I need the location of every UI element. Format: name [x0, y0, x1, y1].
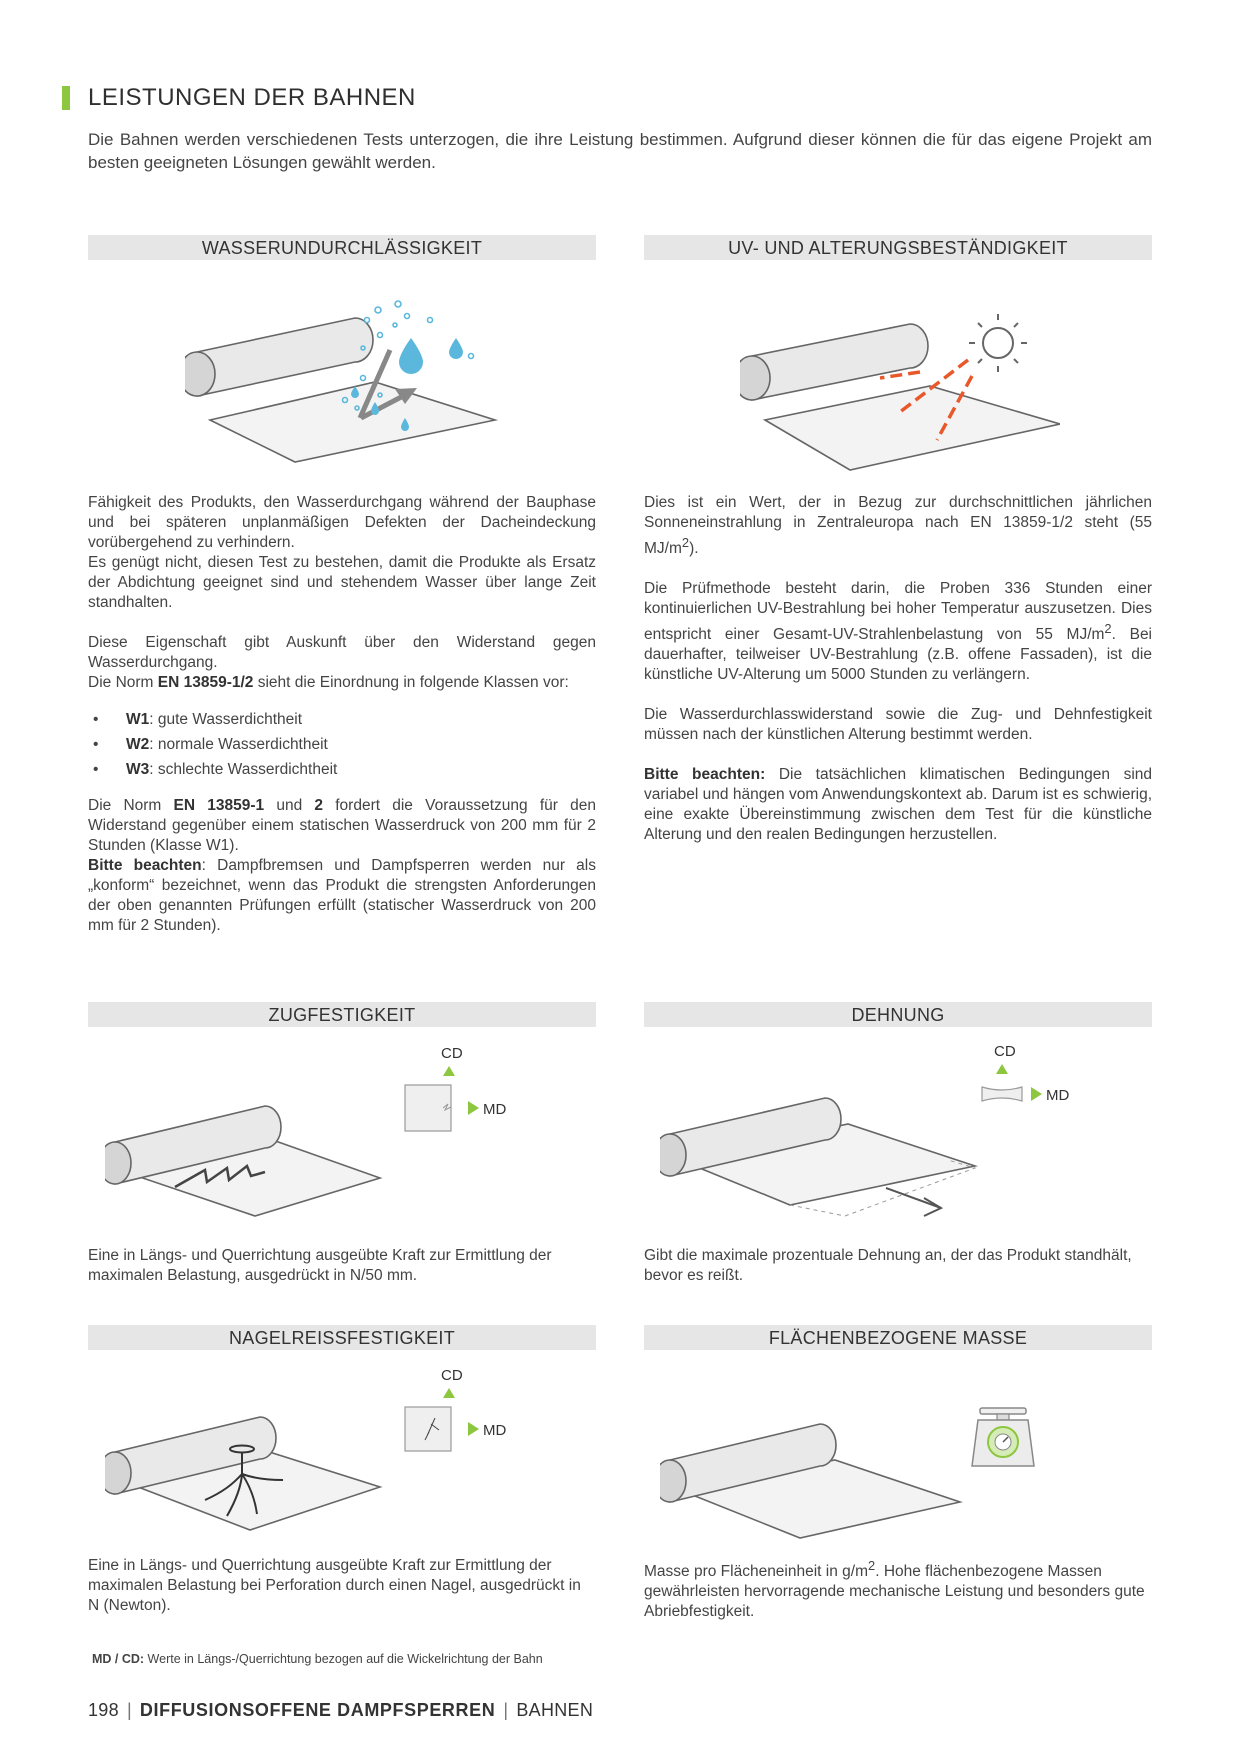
cd-arrow-icon: [443, 1066, 455, 1076]
water-roll-illustration: [185, 290, 505, 480]
md-arrow-icon: [1031, 1087, 1042, 1101]
mass-text: Masse pro Flächeneinheit in $g/m^2$. Hohe flächenbezogene Massen gewährleisten hervorragende mechanische Leistung und besonders gute Abriebfestigkeit.: [644, 1558, 1145, 1621]
cd-label: CD: [441, 1367, 463, 1384]
md-label: MD: [483, 1101, 507, 1118]
roll: [185, 318, 373, 396]
md-arrow-icon: [468, 1101, 479, 1115]
stretched-sample-icon: [982, 1087, 1022, 1101]
footer-section: BAHNEN: [516, 1700, 594, 1720]
md-arrow-icon: [468, 1422, 479, 1436]
page-footer: 198 | DIFFUSIONSOFFENE DAMPFSPERREN | BAHNEN: [88, 1700, 594, 1720]
list-item: • W1: gute Wasserdichtheit: [88, 707, 596, 732]
footnote: MD / CD: Werte in Längs-/Querrichtung bezogen auf die Wickelrichtung der Bahn: [92, 1652, 543, 1666]
water-class-list: [88, 707, 596, 782]
tensile-text: Eine in Längs- und Querrichtung ausgeübte Kraft zur Ermittlung der maximalen Belastung, ausgedrückt in N/50 mm.: [88, 1247, 552, 1284]
water-text: Fähigkeit des Produkts, den Wasserdurchgang während der Bauphase und bei späteren unplanmäßigen Defekten der Dacheindeckung vorübergehend zu verhindern. Es genügt nicht, diesen Test zu bestehen, damit die Produkte als Ersatz der Abdichtung geeignet sind und stehendem Wasser über lange Zeit standhalten. Diese Eigenschaft gibt Auskunft über den Widerstand gegen Wasserdurchgang. Die Norm EN 13859-1/2 sieht die Einordnung in folgende Klassen vor: • W1: gute Wasserdichtheit • W2: normale Wasserdichtheit • W3: schlechte Wasserdichtheit Die Norm EN 13859-1 und 2 fordert die Voraussetzung für den Widerstand gegenüber einem statischen Wasserdruck von 200 mm für 2 Stunden (Klasse W1). Bitte beachten: Dampfbremsen und Dampfsperren werden nur als „konform“ bezeichnet, wenn das Produkt die strengsten Anforderungen der oben genannten Prüfungen erfüllt (statischer Wasserdruck von 200 mm für 2 Stunden).: [88, 493, 596, 936]
page-title: LEISTUNGEN DER BAHNEN: [88, 84, 416, 111]
tensile-illustration: [105, 1040, 525, 1225]
cd-label: CD: [994, 1043, 1016, 1060]
nail-text: Eine in Längs- und Querrichtung ausgeübte Kraft zur Ermittlung der maximalen Belastung bei Perforation durch einen Nagel, ausgedrückt in N (Newton).: [88, 1557, 581, 1614]
uv-roll-illustration: [740, 300, 1060, 480]
mass-illustration: [660, 1400, 1080, 1550]
elongation-text: Gibt die maximale prozentuale Dehnung an, der das Produkt standhält, bevor es reißt.: [644, 1247, 1132, 1284]
sun-icon: [969, 314, 1027, 372]
uv-text: Dies ist ein Wert, der in Bezug zur durchschnittlichen jährlichen Sonneneinstrahlung in Zentraleuropa nach EN 13859-1/2 steht (55 $MJ/m^2$). Die Prüfmethode besteht darin, die Proben 336 Stunden einer kontinuierlichen UV-Bestrahlung bei hoher Temperatur auszusetzen. Dies entspricht einer Gesamt-UV-Strahlenbelastung von 55 $MJ/m^2$. Bei dauerhafter, teilweiser UV-Bestrahlung (z.B. offene Fassaden), ist die künstliche UV-Alterung um 5000 Stunden zu verlängern. Die Wasserdurchlasswiderstand sowie die Zug- und Dehnfestigkeit müssen nach der künstlichen Alterung bestimmt werden. Bitte beachten: Die tatsächlichen klimatischen Bedingungen sind variabel und hängen vom Anwendungskontext ab. Darum ist es schwierig, eine exakte Übereinstimmung zwischen dem Test für die künstliche Alterung und den realen Bedingungen herzustellen.: [644, 494, 1153, 844]
cd-arrow-icon: [996, 1064, 1008, 1074]
nail-tear-illustration: [105, 1362, 525, 1542]
footer-category: DIFFUSIONSOFFENE DAMPFSPERREN: [139, 1700, 496, 1720]
list-item: • W2: normale Wasserdichtheit: [88, 732, 596, 757]
accent-bar: [62, 86, 70, 110]
scale-icon: [972, 1408, 1034, 1466]
section-title-tensile: ZUGFESTIGKEIT: [88, 1002, 596, 1027]
elongation-illustration: [660, 1040, 1100, 1225]
section-title-nail: NAGELREISSFESTIGKEIT: [88, 1325, 596, 1350]
sample-icon: [405, 1085, 451, 1131]
section-title-mass: FLÄCHENBEZOGENE MASSE: [644, 1325, 1152, 1350]
cd-label: CD: [441, 1045, 463, 1062]
section-title-elongation: DEHNUNG: [644, 1002, 1152, 1027]
list-item: • W3: schlechte Wasserdichtheit: [88, 757, 596, 782]
page-number: 198: [88, 1700, 119, 1720]
section-title-water: WASSERUNDURCHLÄSSIGKEIT: [88, 235, 596, 260]
md-label: MD: [483, 1422, 507, 1439]
section-title-uv: UV- UND ALTERUNGSBESTÄNDIGKEIT: [644, 235, 1152, 260]
cd-arrow-icon: [443, 1388, 455, 1398]
intro-text: Die Bahnen werden verschiedenen Tests unterzogen, die ihre Leistung bestimmen. Aufgrund dieser können die für das eigene Projekt am besten geeigneten Lösungen gewählt werden.: [88, 130, 1152, 172]
md-label: MD: [1046, 1087, 1070, 1104]
sample-icon: [405, 1407, 451, 1451]
